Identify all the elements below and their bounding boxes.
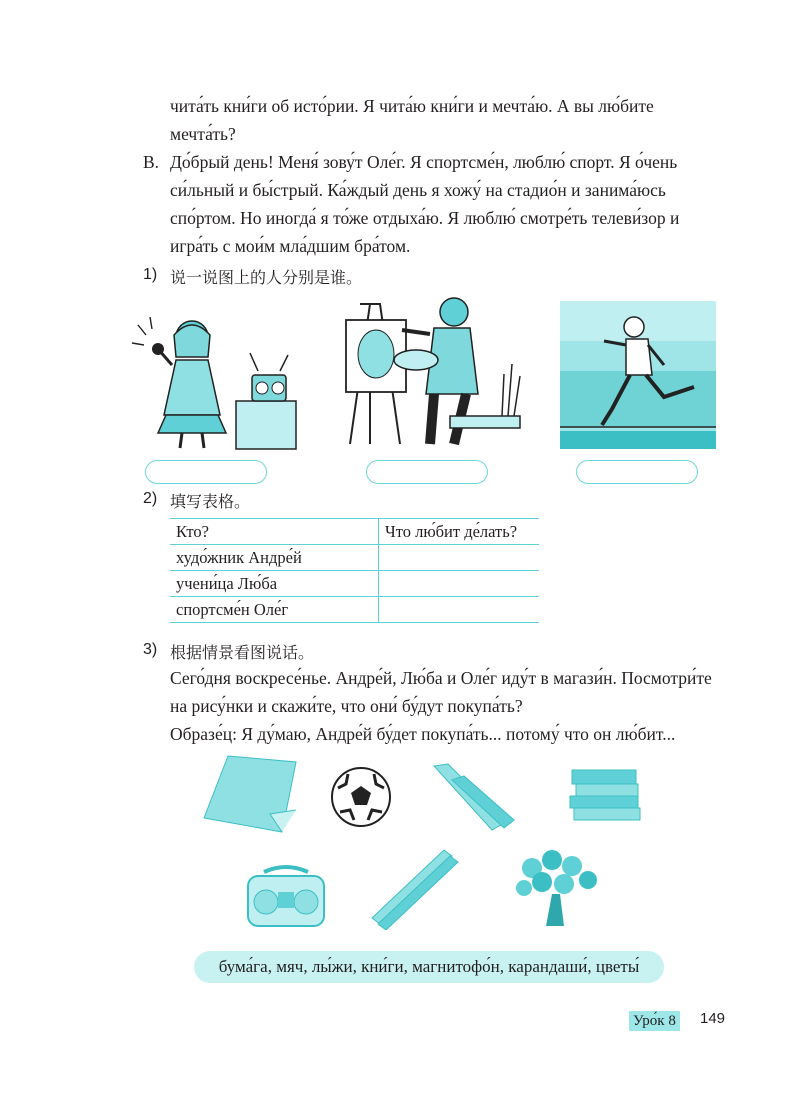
reading-line-4: си́льный и бы́стрый. Ка́ждый день я хожу́ на стадио́н и занима́юсь xyxy=(170,180,666,200)
row-person: худо́жник Андре́й xyxy=(170,545,379,571)
table-row xyxy=(170,597,539,623)
word-list-bar: бума́га, мяч, лы́жи, кни́ги, магнитофо́н, карандаши́, цветы́ xyxy=(194,951,664,983)
soccer-ball-icon xyxy=(330,766,392,828)
table-row xyxy=(170,545,539,571)
skis-icon xyxy=(430,762,515,834)
row-answer-cell[interactable] xyxy=(379,545,540,571)
row-person: спортсме́н Оле́г xyxy=(170,597,379,623)
answer-slot-1[interactable] xyxy=(145,460,267,484)
reading-line-1: чита́ть кни́ги об исто́рии. Я чита́ю кни́ги и мечта́ю. А вы лю́бите xyxy=(170,96,654,116)
task-3-line-1: Сего́дня воскресе́нье. Андре́й, Лю́ба и Оле́г иду́т в магази́н. Посмотри́те xyxy=(170,668,712,688)
reading-line-2: мечта́ть? xyxy=(170,124,236,144)
header-likes-to-do: Что лю́бит де́лать? xyxy=(379,519,540,545)
section-label-b: B. xyxy=(143,152,160,172)
task-3-example: Образе́ц: Я ду́маю, Андре́й бу́дет покупа́ть... потому́ что он лю́бит... xyxy=(170,724,676,744)
task-3-instruction: 根据情景看图说话。 xyxy=(170,643,315,662)
lesson-label: Уро́к 8 xyxy=(629,1011,680,1031)
task-1-instruction: 说一说图上的人分别是谁。 xyxy=(170,268,363,287)
reading-line-6: игра́ть с мои́м мла́дшим бра́том. xyxy=(170,236,411,256)
answer-slot-2[interactable] xyxy=(366,460,488,484)
paper-icon xyxy=(200,752,300,834)
tape-recorder-icon xyxy=(244,862,328,930)
table-header-row xyxy=(170,519,539,545)
reading-line-3: До́брый день! Меня́ зову́т Оле́г. Я спортсме́н, люблю́ спорт. Я о́чень xyxy=(170,152,678,172)
header-who: Кто? xyxy=(170,519,379,545)
row-person: учени́ца Лю́ба xyxy=(170,571,379,597)
painter-illustration xyxy=(330,294,522,449)
girl-singing-illustration xyxy=(128,305,298,450)
books-icon xyxy=(566,764,644,830)
task-2-instruction: 填写表格。 xyxy=(170,492,251,511)
flowers-icon xyxy=(508,846,604,936)
task-3-number: 3) xyxy=(143,641,158,658)
pencils-icon xyxy=(368,846,460,930)
row-answer-cell[interactable] xyxy=(379,597,540,623)
table-row xyxy=(170,571,539,597)
answer-slot-3[interactable] xyxy=(576,460,698,484)
reading-line-5: спо́ртом. Но иногда́ я то́же отдыха́ю. Я люблю́ смотре́ть телеви́зор и xyxy=(170,208,680,228)
page-number: 149 xyxy=(700,1010,726,1027)
task-3-line-2: на рису́нки и скажи́те, что они́ бу́дут покупа́ть? xyxy=(170,696,523,716)
row-answer-cell[interactable] xyxy=(379,571,540,597)
task-2-number: 2) xyxy=(143,490,158,507)
runner-illustration xyxy=(560,301,716,449)
task-1-number: 1) xyxy=(143,266,158,283)
fill-in-table xyxy=(170,518,539,623)
